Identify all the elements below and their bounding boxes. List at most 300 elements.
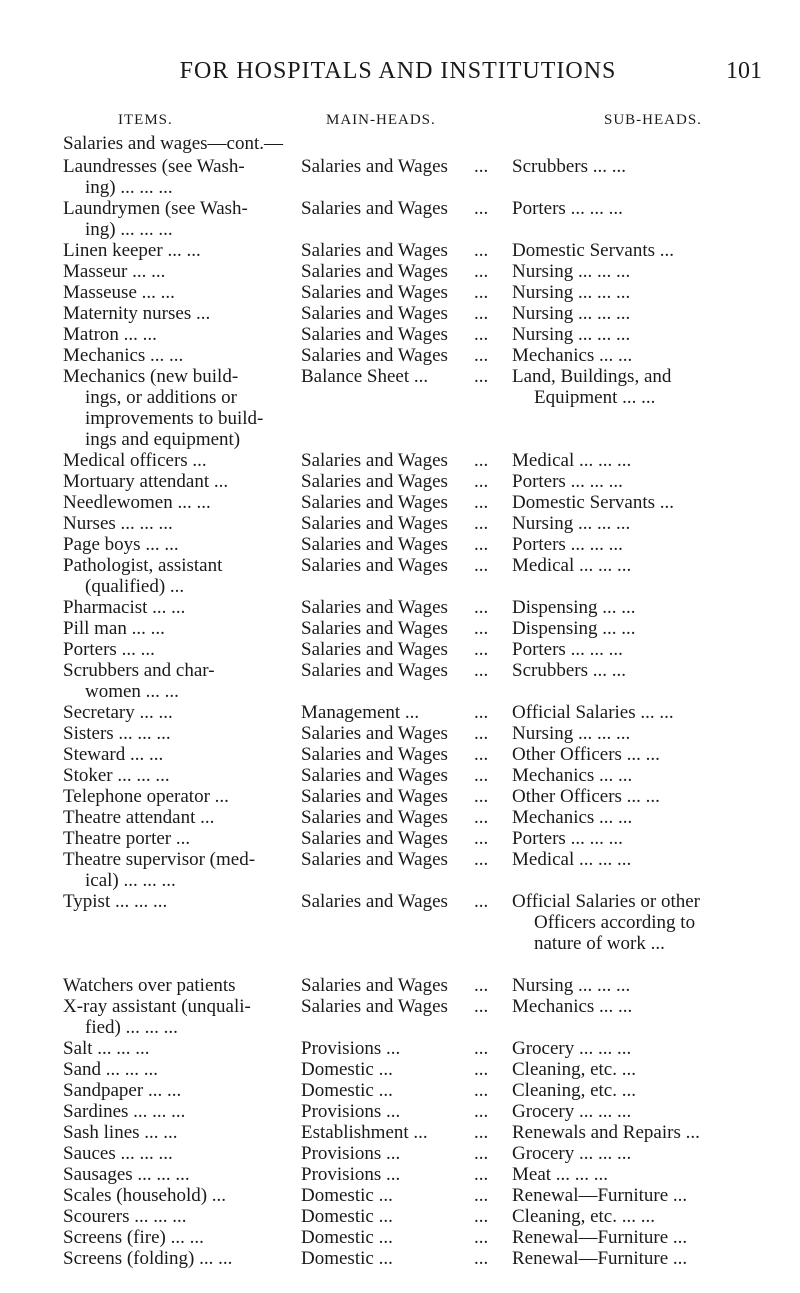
leader-dots: ... [474, 618, 489, 639]
main-head-cell: Establishment ... [301, 1122, 428, 1143]
item-cell [63, 1038, 288, 1059]
sub-head-cell [512, 723, 782, 744]
item-line: Salt ... ... ... [63, 1038, 150, 1059]
leader-dots: ... [474, 555, 489, 576]
leader-dots: ... [474, 639, 489, 660]
entry-table [0, 156, 800, 1269]
sub-head-cell [512, 765, 782, 786]
sub-head-cell [512, 975, 782, 996]
item-cell [63, 366, 288, 450]
main-head-cell: Salaries and Wages [301, 828, 448, 849]
leader-dots: ... [474, 1143, 489, 1164]
item-line: ings, or additions or [85, 387, 237, 408]
sub-head-line: Mechanics ... ... [512, 996, 633, 1017]
sub-head-line: Cleaning, etc. ... [512, 1059, 636, 1080]
table-row [0, 996, 800, 1038]
table-row [0, 471, 800, 492]
leader-dots: ... [474, 1059, 489, 1080]
item-cell [63, 1122, 288, 1143]
table-row [0, 660, 800, 702]
sub-head-line: Nursing ... ... ... [512, 261, 631, 282]
item-cell [63, 744, 288, 765]
table-row [0, 282, 800, 303]
table-row [0, 828, 800, 849]
leader-dots: ... [474, 303, 489, 324]
main-head-cell: Provisions ... [301, 1164, 401, 1185]
sub-heads-heading: SUB-HEADS. [604, 112, 702, 128]
sub-head-cell [512, 639, 782, 660]
item-cell [63, 996, 288, 1038]
leader-dots: ... [474, 765, 489, 786]
table-row [0, 597, 800, 618]
sub-head-line: Renewals and Repairs ... [512, 1122, 700, 1143]
table-row [0, 639, 800, 660]
item-line: Sash lines ... ... [63, 1122, 178, 1143]
leader-dots: ... [474, 1227, 489, 1248]
main-head-cell: Salaries and Wages [301, 303, 448, 324]
table-row [0, 765, 800, 786]
item-line: Laundrymen (see Wash- [63, 198, 248, 219]
item-cell [63, 786, 288, 807]
item-line: Scales (household) ... [63, 1185, 227, 1206]
table-row [0, 450, 800, 471]
leader-dots: ... [474, 471, 489, 492]
sub-head-cell [512, 1122, 782, 1143]
item-cell [63, 1185, 288, 1206]
leader-dots: ... [474, 702, 489, 723]
leader-dots: ... [474, 450, 489, 471]
item-cell [63, 198, 288, 240]
main-head-cell: Balance Sheet ... [301, 366, 429, 387]
main-head-cell: Salaries and Wages [301, 492, 448, 513]
table-row [0, 555, 800, 597]
item-line: Mechanics (new build- [63, 366, 239, 387]
table-row [0, 345, 800, 366]
table-row [0, 1248, 800, 1269]
item-line: Sauces ... ... ... [63, 1143, 173, 1164]
item-line: Theatre porter ... [63, 828, 191, 849]
sub-head-line: Cleaning, etc. ... ... [512, 1206, 655, 1227]
leader-dots: ... [474, 660, 489, 681]
main-head-cell: Salaries and Wages [301, 639, 448, 660]
main-head-cell: Domestic ... [301, 1227, 393, 1248]
running-head: FOR HOSPITALS AND INSTITUTIONS [179, 58, 617, 84]
item-cell [63, 1080, 288, 1101]
item-cell [63, 660, 288, 702]
sub-head-line: Nursing ... ... ... [512, 513, 631, 534]
item-line: Theatre attendant ... [63, 807, 215, 828]
item-line: Screens (folding) ... ... [63, 1248, 233, 1269]
sub-head-cell [512, 1164, 782, 1185]
leader-dots: ... [474, 1101, 489, 1122]
item-cell [63, 450, 288, 471]
item-cell [63, 807, 288, 828]
item-cell [63, 282, 288, 303]
item-line: Telephone operator ... [63, 786, 229, 807]
sub-head-cell [512, 1080, 782, 1101]
table-row [0, 156, 800, 198]
item-cell [63, 555, 288, 597]
sub-head-line: Other Officers ... ... [512, 744, 660, 765]
sub-head-cell [512, 324, 782, 345]
table-row [0, 261, 800, 282]
item-line: fied) ... ... ... [85, 1017, 178, 1038]
item-line: Porters ... ... [63, 639, 155, 660]
main-head-cell: Salaries and Wages [301, 261, 448, 282]
table-row [0, 786, 800, 807]
table-row [0, 1101, 800, 1122]
item-line: Medical officers ... [63, 450, 207, 471]
sub-head-line: Scrubbers ... ... [512, 660, 626, 681]
sub-head-cell [512, 1248, 782, 1269]
sub-head-cell [512, 1038, 782, 1059]
sub-head-cell [512, 1206, 782, 1227]
main-head-cell: Salaries and Wages [301, 891, 448, 912]
leader-dots: ... [474, 996, 489, 1017]
item-cell [63, 156, 288, 198]
item-line: Linen keeper ... ... [63, 240, 201, 261]
item-cell [63, 324, 288, 345]
sub-head-line: Dispensing ... ... [512, 597, 636, 618]
sub-head-line: Officers according to [534, 912, 696, 933]
main-heads-heading: MAIN-HEADS. [326, 112, 436, 128]
leader-dots: ... [474, 597, 489, 618]
sub-head-line: Medical ... ... ... [512, 849, 632, 870]
sub-head-cell [512, 618, 782, 639]
leader-dots: ... [474, 1206, 489, 1227]
item-line: Laundresses (see Wash- [63, 156, 245, 177]
item-cell [63, 1248, 288, 1269]
item-cell [63, 891, 288, 912]
main-head-cell: Salaries and Wages [301, 660, 448, 681]
sub-head-line: Porters ... ... ... [512, 198, 623, 219]
table-row [0, 324, 800, 345]
sub-head-line: nature of work ... [534, 933, 665, 954]
item-line: Sand ... ... ... [63, 1059, 158, 1080]
table-row [0, 702, 800, 723]
main-head-cell: Salaries and Wages [301, 513, 448, 534]
main-head-cell: Provisions ... [301, 1143, 401, 1164]
table-row [0, 303, 800, 324]
leader-dots: ... [474, 1080, 489, 1101]
leader-dots: ... [474, 1038, 489, 1059]
main-head-cell: Salaries and Wages [301, 534, 448, 555]
table-row [0, 534, 800, 555]
sub-head-cell [512, 1185, 782, 1206]
main-head-cell: Domestic ... [301, 1059, 393, 1080]
sub-head-cell [512, 450, 782, 471]
main-head-cell: Salaries and Wages [301, 807, 448, 828]
main-head-cell: Salaries and Wages [301, 555, 448, 576]
leader-dots: ... [474, 849, 489, 870]
sub-head-cell [512, 744, 782, 765]
sub-head-line: Grocery ... ... ... [512, 1101, 632, 1122]
sub-head-line: Medical ... ... ... [512, 450, 632, 471]
main-head-cell: Salaries and Wages [301, 723, 448, 744]
table-row [0, 513, 800, 534]
sub-head-line: Scrubbers ... ... [512, 156, 626, 177]
sub-head-cell [512, 597, 782, 618]
leader-dots: ... [474, 1122, 489, 1143]
sub-head-line: Nursing ... ... ... [512, 975, 631, 996]
sub-head-line: Nursing ... ... ... [512, 282, 631, 303]
item-line: Typist ... ... ... [63, 891, 168, 912]
item-cell [63, 597, 288, 618]
sub-head-line: Dispensing ... ... [512, 618, 636, 639]
item-cell [63, 639, 288, 660]
sub-head-cell [512, 240, 782, 261]
item-line: Needlewomen ... ... [63, 492, 211, 513]
sub-head-line: Medical ... ... ... [512, 555, 632, 576]
leader-dots: ... [474, 975, 489, 996]
table-row [0, 723, 800, 744]
main-head-cell: Salaries and Wages [301, 849, 448, 870]
table-row [0, 1143, 800, 1164]
item-line: ing) ... ... ... [85, 177, 173, 198]
item-line: Sandpaper ... ... [63, 1080, 182, 1101]
sub-head-line: Renewal—Furniture ... [512, 1248, 688, 1269]
item-cell [63, 1059, 288, 1080]
item-line: ings and equipment) [85, 429, 241, 450]
item-line: Secretary ... ... [63, 702, 173, 723]
leader-dots: ... [474, 723, 489, 744]
item-line: Pathologist, assistant [63, 555, 223, 576]
table-row [0, 1185, 800, 1206]
sub-head-line: Mechanics ... ... [512, 345, 633, 366]
item-cell [63, 513, 288, 534]
item-line: X-ray assistant (unquali- [63, 996, 251, 1017]
item-line: Mortuary attendant ... [63, 471, 229, 492]
item-line: Watchers over patients [63, 975, 236, 996]
table-row [0, 492, 800, 513]
main-head-cell: Salaries and Wages [301, 996, 448, 1017]
item-line: Matron ... ... [63, 324, 157, 345]
leader-dots: ... [474, 324, 489, 345]
main-head-cell: Salaries and Wages [301, 240, 448, 261]
sub-head-cell [512, 1227, 782, 1248]
leader-dots: ... [474, 1164, 489, 1185]
main-head-cell: Domestic ... [301, 1185, 393, 1206]
sub-head-line: Nursing ... ... ... [512, 723, 631, 744]
item-cell [63, 975, 288, 996]
item-cell [63, 1101, 288, 1122]
sub-head-line: Equipment ... ... [534, 387, 656, 408]
leader-dots: ... [474, 786, 489, 807]
sub-head-cell [512, 660, 782, 681]
leader-dots: ... [474, 345, 489, 366]
table-row [0, 1038, 800, 1059]
items-heading: ITEMS. [118, 112, 173, 128]
item-cell [63, 1227, 288, 1248]
sub-head-cell [512, 996, 782, 1017]
main-head-cell: Salaries and Wages [301, 282, 448, 303]
item-cell [63, 1164, 288, 1185]
item-cell [63, 261, 288, 282]
main-head-cell: Salaries and Wages [301, 450, 448, 471]
main-head-cell: Provisions ... [301, 1038, 401, 1059]
item-cell [63, 765, 288, 786]
item-line: (qualified) ... [85, 576, 185, 597]
item-cell [63, 723, 288, 744]
item-cell [63, 471, 288, 492]
sub-head-cell [512, 555, 782, 576]
main-head-cell: Salaries and Wages [301, 786, 448, 807]
table-row [0, 1080, 800, 1101]
sub-head-line: Porters ... ... ... [512, 471, 623, 492]
sub-head-cell [512, 303, 782, 324]
sub-head-line: Cleaning, etc. ... [512, 1080, 636, 1101]
main-head-cell: Salaries and Wages [301, 744, 448, 765]
item-line: improvements to build- [85, 408, 264, 429]
leader-dots: ... [474, 198, 489, 219]
main-head-cell: Salaries and Wages [301, 765, 448, 786]
table-row [0, 1227, 800, 1248]
item-line: Stoker ... ... ... [63, 765, 170, 786]
sub-head-line: Nursing ... ... ... [512, 324, 631, 345]
item-line: Screens (fire) ... ... [63, 1227, 204, 1248]
table-row [0, 366, 800, 450]
sub-head-line: Land, Buildings, and [512, 366, 672, 387]
column-headings [0, 112, 800, 132]
sub-head-line: Mechanics ... ... [512, 765, 633, 786]
sub-head-line: Meat ... ... ... [512, 1164, 609, 1185]
sub-head-line: Grocery ... ... ... [512, 1143, 632, 1164]
sub-head-cell [512, 156, 782, 177]
item-line: Steward ... ... [63, 744, 164, 765]
main-head-cell: Salaries and Wages [301, 618, 448, 639]
main-head-cell: Salaries and Wages [301, 156, 448, 177]
item-cell [63, 702, 288, 723]
sub-head-cell [512, 492, 782, 513]
item-cell [63, 534, 288, 555]
leader-dots: ... [474, 492, 489, 513]
item-line: Scourers ... ... ... [63, 1206, 187, 1227]
sub-head-line: Porters ... ... ... [512, 534, 623, 555]
table-row [0, 1122, 800, 1143]
sub-head-cell [512, 366, 782, 408]
item-line: Masseur ... ... [63, 261, 166, 282]
sub-head-cell [512, 1059, 782, 1080]
section-heading: Salaries and wages—cont.— [63, 133, 284, 154]
leader-dots: ... [474, 1248, 489, 1269]
sub-head-line: Renewal—Furniture ... [512, 1227, 688, 1248]
sub-head-cell [512, 282, 782, 303]
item-line: Theatre supervisor (med- [63, 849, 256, 870]
leader-dots: ... [474, 261, 489, 282]
sub-head-line: Renewal—Furniture ... [512, 1185, 688, 1206]
item-cell [63, 828, 288, 849]
item-line: Sisters ... ... ... [63, 723, 171, 744]
sub-head-cell [512, 891, 782, 954]
sub-head-line: Mechanics ... ... [512, 807, 633, 828]
sub-head-line: Domestic Servants ... [512, 492, 675, 513]
table-row [0, 744, 800, 765]
sub-head-line: Official Salaries ... ... [512, 702, 674, 723]
table-row [0, 618, 800, 639]
sub-head-line: Other Officers ... ... [512, 786, 660, 807]
leader-dots: ... [474, 156, 489, 177]
table-row [0, 975, 800, 996]
table-row [0, 1206, 800, 1227]
sub-head-line: Nursing ... ... ... [512, 303, 631, 324]
sub-head-cell [512, 1143, 782, 1164]
item-line: Page boys ... ... [63, 534, 179, 555]
sub-head-cell [512, 1101, 782, 1122]
main-head-cell: Salaries and Wages [301, 324, 448, 345]
sub-head-cell [512, 345, 782, 366]
item-line: Pharmacist ... ... [63, 597, 186, 618]
item-cell [63, 849, 288, 891]
table-row [0, 1164, 800, 1185]
sub-head-cell [512, 849, 782, 870]
sub-head-cell [512, 786, 782, 807]
item-cell [63, 492, 288, 513]
main-head-cell: Domestic ... [301, 1248, 393, 1269]
page-number: 101 [726, 58, 762, 84]
item-line: ing) ... ... ... [85, 219, 173, 240]
leader-dots: ... [474, 282, 489, 303]
leader-dots: ... [474, 513, 489, 534]
leader-dots: ... [474, 240, 489, 261]
main-head-cell: Provisions ... [301, 1101, 401, 1122]
sub-head-line: Porters ... ... ... [512, 828, 623, 849]
main-head-cell: Salaries and Wages [301, 345, 448, 366]
main-head-cell: Management ... [301, 702, 420, 723]
main-head-cell: Salaries and Wages [301, 597, 448, 618]
sub-head-line: Domestic Servants ... [512, 240, 675, 261]
sub-head-line: Grocery ... ... ... [512, 1038, 632, 1059]
item-line: Nurses ... ... ... [63, 513, 173, 534]
main-head-cell: Domestic ... [301, 1080, 393, 1101]
sub-head-cell [512, 471, 782, 492]
sub-head-cell [512, 828, 782, 849]
item-line: ical) ... ... ... [85, 870, 176, 891]
main-head-cell: Domestic ... [301, 1206, 393, 1227]
item-line: Sardines ... ... ... [63, 1101, 186, 1122]
table-row [0, 891, 800, 975]
leader-dots: ... [474, 807, 489, 828]
sub-head-cell [512, 513, 782, 534]
item-cell [63, 618, 288, 639]
item-line: Masseuse ... ... [63, 282, 175, 303]
item-cell [63, 345, 288, 366]
item-cell [63, 303, 288, 324]
table-row [0, 198, 800, 240]
sub-head-cell [512, 702, 782, 723]
sub-head-cell [512, 261, 782, 282]
table-row [0, 807, 800, 828]
item-cell [63, 1206, 288, 1227]
leader-dots: ... [474, 534, 489, 555]
table-row [0, 1059, 800, 1080]
item-line: Mechanics ... ... [63, 345, 184, 366]
table-row [0, 849, 800, 891]
item-line: Sausages ... ... ... [63, 1164, 190, 1185]
item-line: Scrubbers and char- [63, 660, 215, 681]
sub-head-line: Porters ... ... ... [512, 639, 623, 660]
sub-head-cell [512, 534, 782, 555]
item-line: Pill man ... ... [63, 618, 165, 639]
leader-dots: ... [474, 891, 489, 912]
main-head-cell: Salaries and Wages [301, 975, 448, 996]
sub-head-cell [512, 198, 782, 219]
sub-head-cell [512, 807, 782, 828]
leader-dots: ... [474, 1185, 489, 1206]
leader-dots: ... [474, 828, 489, 849]
sub-head-line: Official Salaries or other [512, 891, 700, 912]
leader-dots: ... [474, 366, 489, 387]
table-row [0, 240, 800, 261]
